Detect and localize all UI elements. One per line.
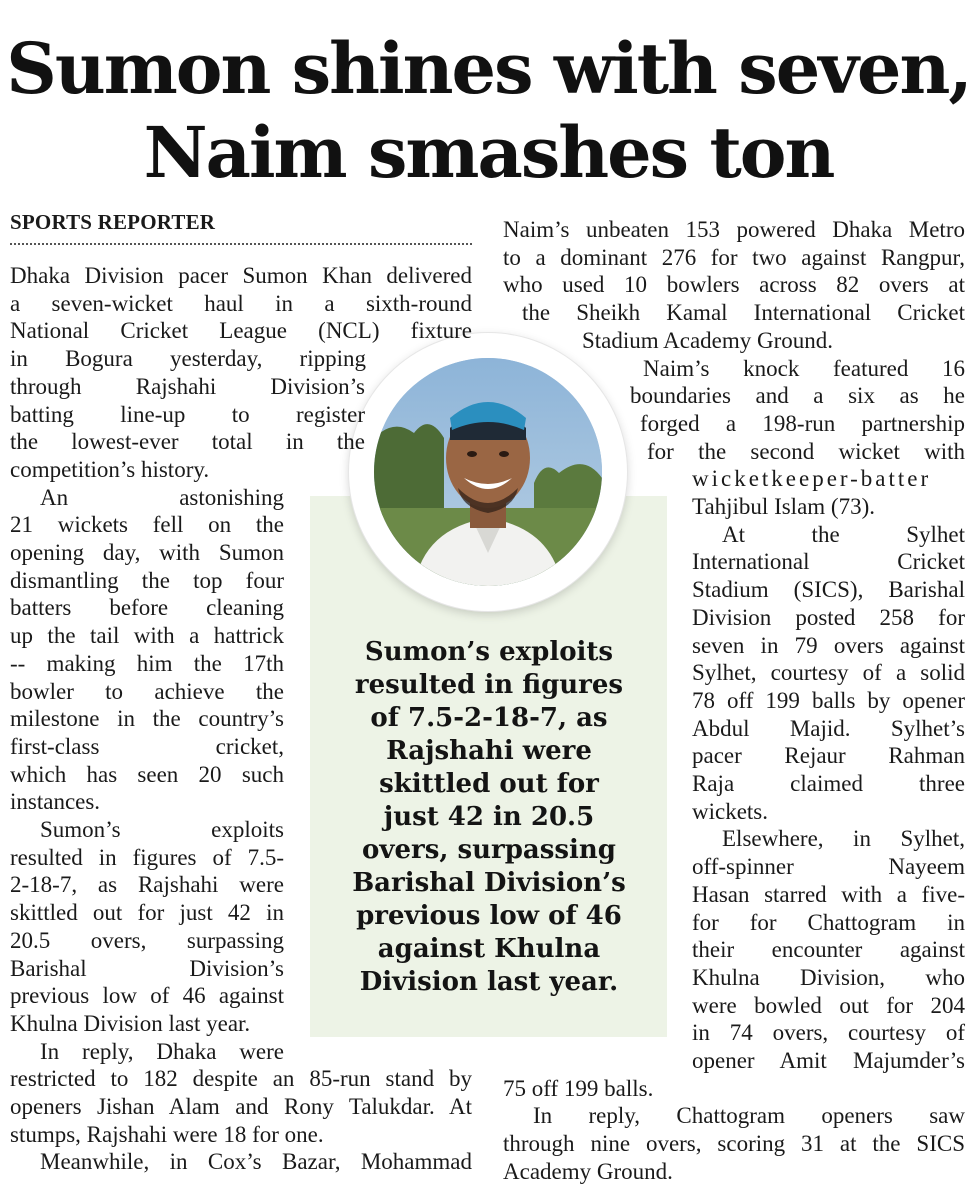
article-line: Sumon’s exploits [40,817,284,842]
article-line: for the second wicket with [647,438,965,464]
pull-quote [330,636,648,999]
byline: SPORTS REPORTER [10,210,216,234]
article-line: were bowled out for 204 [692,992,965,1018]
article-line: to a dominant 276 for two against Rangpur, [503,244,965,270]
headline-line-2: Naim smashes ton [143,111,834,194]
article-line: wickets. [692,798,769,824]
headline-line-1: Sumon shines with seven, [6,27,971,110]
article-line: Division posted 258 for [692,604,965,630]
article-line: At the Sylhet [722,521,965,547]
article-line: who used 10 bowlers across 82 overs at [503,272,965,298]
article-line: restricted to 182 despite an 85-run stand by [10,1066,472,1092]
article-line: Meanwhile, in Cox’s Bazar, Mohammad [40,1149,472,1175]
article-line: competition’s history. [10,456,210,482]
article-line: 75 off 199 balls. [503,1075,654,1101]
article-line: batting line-up to register [10,401,365,427]
pull-quote-line: of 7.5-2-18-7, as [370,703,608,733]
article-line: a seven-wicket haul in a sixth-round [10,290,472,316]
article-line: resulted in figures of 7.5- [10,844,284,870]
article-line: seven in 79 overs against [692,632,965,658]
article-line: An astonishing [40,484,284,510]
article-line: wicketkeeper-batter [692,466,932,492]
article-line: in 74 overs, courtesy of [692,1020,965,1046]
article-line: Khulna Division last year. [10,1010,251,1036]
pull-quote-line: Barishal Division’s [352,868,626,898]
article-line: 21 wickets fell on the [10,512,284,538]
article-line: Sylhet, courtesy of a solid [692,660,965,686]
article-line: in Bogura yesterday, ripping [10,346,366,372]
article-line: stumps, Rajshahi were 18 for one. [10,1121,324,1147]
pull-quote-line: against Khulna [377,934,601,964]
article-line: Khulna Division, who [692,964,965,990]
article-line: In reply, Dhaka were [40,1038,284,1064]
article-line: Naim’s unbeaten 153 powered Dhaka Metro [503,217,965,242]
byline-divider [10,243,472,245]
pull-quote-line: just 42 in 20.5 [383,802,595,832]
article-line: up the tail with a hattrick [10,623,284,649]
article-line: Hasan starred with a five- [692,881,965,907]
article-line: International Cricket [692,549,965,575]
article-line: instances. [10,789,101,815]
pull-quote-line: resulted in figures [354,670,624,700]
article-line: Barishal Division’s [10,955,284,981]
article-line: through nine overs, scoring 31 at the SICS [503,1131,965,1157]
article-line: bowler to achieve the [10,678,284,704]
article-line: previous low of 46 against [10,983,284,1009]
article-line: Elsewhere, in Sylhet, [722,826,965,852]
article-line: openers Jishan Alam and Rony Talukdar. At [10,1094,472,1119]
pull-quote-line: previous low of 46 [356,901,622,931]
article-line: In reply, Chattogram openers saw [533,1103,965,1129]
article-line: -- making him the 17th [10,650,284,676]
article-line: pacer Rejaur Rahman [692,743,965,769]
pull-quote-line: skittled out for [379,769,599,799]
article-line: first-class cricket, [10,733,284,759]
article-line: opening day, with Sumon [10,540,284,565]
article-line: opener Amit Majumder’s [692,1048,965,1073]
article-line: Naim’s knock featured 16 [643,355,965,381]
article-line: Tahjibul Islam (73). [692,494,875,519]
article-line: dismantling the top four [10,567,284,593]
article-line: forged a 198-run partnership [640,410,965,436]
pull-quote-line: Division last year. [359,967,619,997]
article-line: through Rajshahi Division’s [10,373,365,399]
pull-quote-line: Sumon’s exploits [364,637,614,667]
article-line: batters before cleaning [10,595,284,621]
article-line: Stadium (SICS), Barishal [692,577,965,603]
article-line: milestone in the country’s [10,706,284,732]
article-line: for for Chattogram in [692,909,965,935]
article-line: Abdul Majid. Sylhet’s [692,715,965,741]
article-line: boundaries and a six as he [630,383,965,409]
pull-quote-line: Rajshahi were [386,736,592,766]
article-line: Raja claimed three [692,771,965,796]
article-line: National Cricket League (NCL) fixture [10,318,472,344]
article-line: the Sheikh Kamal International Cricket [522,300,965,326]
pull-quote-line: overs, surpassing [362,835,616,865]
article-line: skittled out for just 42 in [10,900,284,926]
article-line: which has seen 20 such [10,761,284,787]
article-line: Stadium Academy Ground. [582,327,834,353]
article-line: Dhaka Division pacer Sumon Khan delivered [10,263,472,288]
article-line: 20.5 overs, surpassing [10,927,284,953]
article-line: 78 off 199 balls by opener [692,687,965,713]
article-line: their encounter against [692,937,965,963]
article-line: Academy Ground. [503,1158,673,1184]
article-line: off-spinner Nayeem [692,854,965,880]
article-line: 2-18-7, as Rajshahi were [10,872,284,898]
article-line: the lowest-ever total in the [10,429,365,455]
